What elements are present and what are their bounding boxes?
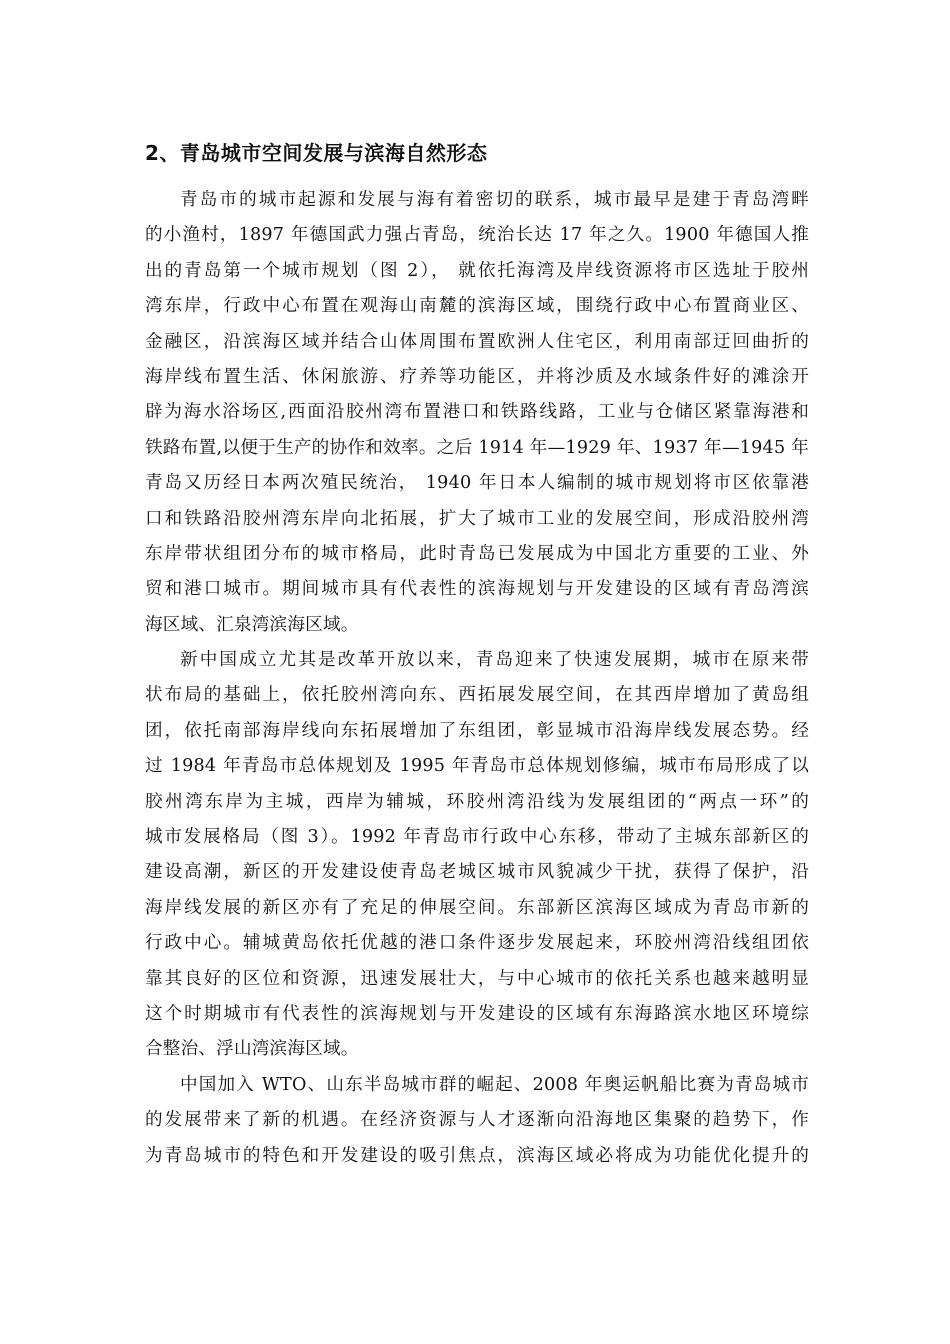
paragraph-line: 合整治、浮山湾滨海区域。: [145, 1039, 359, 1060]
paragraph-line: 状布局的基础上，依托胶州湾向东、西拓展发展空间，在其西岸增加了黄岛组: [145, 685, 809, 706]
paragraph-line: 团，依托南部海岸线向东拓展增加了东组团，彰显城市沿海岸线发展态势。经: [145, 720, 809, 741]
paragraph-line: 青岛又历经日本两次殖民统治， 1940 年日本人编制的城市规划将市区依靠港: [145, 473, 809, 494]
paragraph-line: 建设高潮，新区的开发建设使青岛老城区城市风貌减少干扰，获得了保护，沿: [145, 862, 809, 883]
paragraph-line: 东岸带状组团分布的城市格局，此时青岛已发展成为中国北方重要的工业、外: [145, 543, 809, 564]
paragraph-line: 铁路布置,以便于生产的协作和效率。之后 1914 年—1929 年、1937 年—1945 年: [145, 437, 809, 458]
paragraph-line: 为青岛城市的特色和开发建设的吸引焦点，滨海区域必将成为功能优化提升的: [145, 1145, 809, 1166]
paragraph-line: 口和铁路沿胶州湾东岸向北拓展，扩大了城市工业的发展空间，形成沿胶州湾: [145, 508, 809, 529]
paragraph-line: 海岸线发展的新区亦有了充足的伸展空间。东部新区滨海区域成为青岛市新的: [145, 897, 809, 918]
paragraph-line: 青岛市的城市起源和发展与海有着密切的联系，城市最早是建于青岛湾畔: [180, 190, 809, 210]
paragraph-line: 靠其良好的区位和资源，迅速发展壮大，与中心城市的依托关系也越来越明显: [145, 968, 809, 989]
paragraph-line: 湾东岸，行政中心布置在观海山南麓的滨海区域，围绕行政中心布置商业区、: [145, 296, 809, 317]
paragraph-line: 胶州湾东岸为主城，西岸为辅城，环胶州湾沿线为发展组团的“两点一环”的: [145, 791, 809, 812]
body-text: [145, 183, 809, 1174]
paragraph-line: 金融区，沿滨海区域并结合山体周围布置欧洲人住宅区，利用南部迂回曲折的: [145, 331, 809, 352]
paragraph-line: 辟为海水浴场区,西面沿胶州湾布置港口和铁路线路，工业与仓储区紧靠海港和: [145, 402, 809, 423]
paragraph-line: 过 1984 年青岛市总体规划及 1995 年青岛市总体规划修编，城市布局形成了以: [145, 756, 809, 777]
paragraph-line: 海区域、汇泉湾滨海区域。: [145, 614, 359, 635]
paragraph-line: 城市发展格局（图 3）。1992 年青岛市行政中心东移，带动了主城东部新区的: [145, 827, 809, 848]
paragraph-line: 贸和港口城市。期间城市具有代表性的滨海规划与开发建设的区域有青岛湾滨: [145, 579, 809, 600]
paragraph-line: 这个时期城市有代表性的滨海规划与开发建设的区域有东海路滨水地区环境综: [145, 1003, 809, 1024]
paragraph-line: 中国加入 WTO、山东半岛城市群的崛起、2008 年奥运帆船比赛为青岛城市: [180, 1074, 809, 1095]
paragraph-line: 出的青岛第一个城市规划（图 2）， 就依托海湾及岸线资源将市区选址于胶州: [145, 260, 809, 281]
paragraph-line: 的小渔村，1897 年德国武力强占青岛，统治长达 17 年之久。1900 年德国人推: [145, 225, 809, 246]
paragraph-line: 的发展带来了新的机遇。在经济资源与人才逐渐向沿海地区集聚的趋势下，作: [145, 1110, 809, 1131]
paragraph-line: 行政中心。辅城黄岛依托优越的港口条件逐步发展起来，环胶州湾沿线组团依: [145, 933, 809, 954]
section-heading: 2、青岛城市空间发展与滨海自然形态: [145, 141, 488, 165]
paragraph-line: 海岸线布置生活、休闲旅游、疗养等功能区，并将沙质及水域条件好的滩涂开: [145, 366, 809, 387]
paragraph-line: 新中国成立尤其是改革开放以来，青岛迎来了快速发展期，城市在原来带: [180, 650, 809, 671]
